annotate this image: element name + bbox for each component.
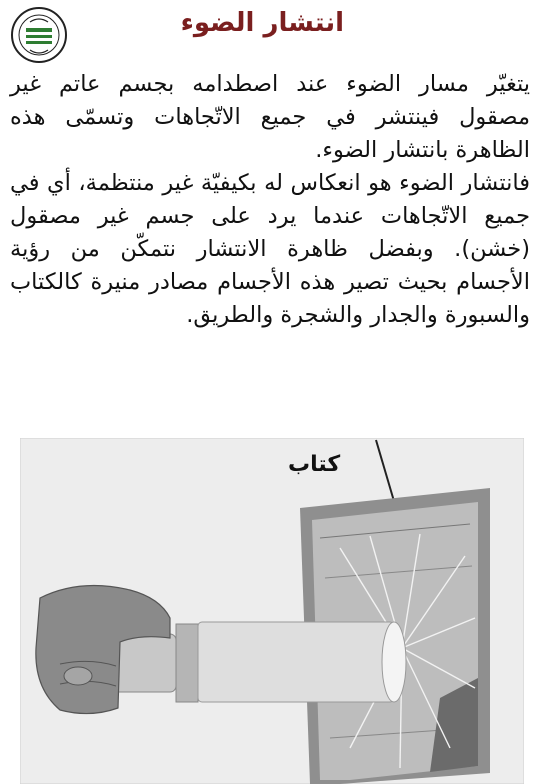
body-text [10, 68, 530, 332]
figure-label-book: كتاب [288, 452, 341, 477]
paragraph-2: فانتشار الضوء هو انعكاس له بكيفيّة غير منتظمة، أي في جميع الاتّجاهات عندما يرد على جسم غير مصقول (خشن). وبفضل ظاهرة الانتشار نتمكّن من رؤية الأجسام بحيث تصير هذه الأجسام مصادر منيرة كالكتاب والسبورة والجدار والشجرة والطريق. [10, 170, 530, 328]
seal-logo-icon [10, 6, 68, 64]
diffusion-illustration [20, 438, 524, 784]
page-title: انتشار الضوء [180, 8, 344, 38]
paragraph-1: يتغيّر مسار الضوء عند اصطدامه بجسم عاتم غير مصقول فينتشر في جميع الاتّجاهات وتسمّى هذه الظاهرة بانتشار الضوء. [10, 71, 530, 163]
